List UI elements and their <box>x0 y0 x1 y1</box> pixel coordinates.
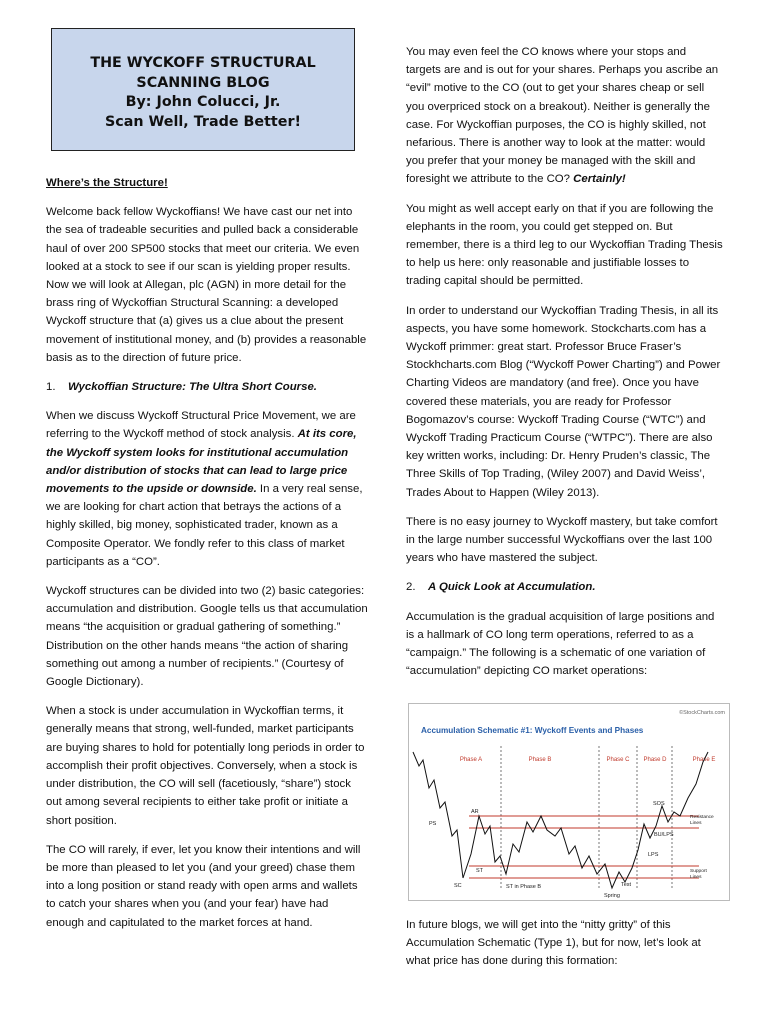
event-ps: PS <box>429 821 437 827</box>
resistance-label-line2: Lines <box>690 821 702 826</box>
section-2-number: 2. <box>406 581 416 594</box>
support-label-line1: Support <box>690 869 707 874</box>
accumulation-schematic-figure <box>408 703 730 901</box>
phase-label: Phase A <box>459 757 483 763</box>
paragraph-accumulation: Accumulation is the gradual acquisition of large positions and is a hallmark of CO long term operations, referred to as a “campaign.” The following is a schematic of one variation of “accumulation” depicting CO market operations: <box>406 610 715 678</box>
section-heading: Where’s the Structure! <box>46 177 168 189</box>
event-lps: LPS <box>648 852 659 858</box>
section-1-number: 1. <box>46 381 56 394</box>
section-2-heading <box>406 578 724 596</box>
paragraph-mastery: There is no easy journey to Wyckoff mastery, but take comfort in the large number successful Wyckoffians over the last 100 years who have mastered the subject. <box>406 515 718 565</box>
paragraph-future-blogs: In future blogs, we will get into the “nitty gritty” of this Accumulation Schematic (Type 1), but for now, let’s look at what price has done during this formation: <box>406 918 701 967</box>
blog-title-line2: SCANNING BLOG <box>136 74 270 91</box>
author-byline: By: John Colucci, Jr. <box>125 94 281 110</box>
event-sos: SOS <box>653 801 665 807</box>
tagline: Scan Well, Trade Better! <box>104 113 302 130</box>
paragraph-co-motive-text: You may even feel the CO knows where your stops and targets are and is out for your shares. Perhaps you ascribe an “evil” motive to the CO (out to get your shares cheap or sell you overpriced stock on a breakout). Neither is generally the case. For Wyckoffian purposes, the CO is highly skilled, not nefarious. There is another way to look at the matter: would you prefer that your money be managed with the skill and foresight we attribute to the CO? <box>406 46 719 186</box>
section-1-title: Wyckoffian Structure: The Ultra Short Course. <box>68 381 317 394</box>
paragraph-accumulation-terms: When a stock is under accumulation in Wyckoffian terms, it generally means that strong, well-funded, market participants are buying shares to hold for potentially long periods in order to accomplish their profit objectives. Conversely, when a stock is under distribution, the CO will sell (facetiously, “share”) stock out among several recipients to either take profit or initiate a short position. <box>46 705 365 827</box>
phase-label: Phase C <box>606 757 630 763</box>
phase-labels <box>460 757 716 763</box>
paragraph-intro: Welcome back fellow Wyckoffians! We have cast our net into the sea of tradeable securities and pulled back a considerable haul of over 200 SP500 stocks that meet our criteria. We even looked at a stock to see if our scan is yielding proper results. Now we will look at Allegan, plc (AGN) in more detail for the brass ring of Wyckoffian Structural Scanning: a developed Wyckoff structure that (a) gives us a clue about the present movement of institutional money, and (b) provides a reasonable basis as to the direction of future price. <box>46 206 367 364</box>
event-test: Test <box>621 882 632 888</box>
paragraph-structure <box>46 407 368 571</box>
event-bu-lps: BU/LPS <box>654 832 674 838</box>
event-spring: Spring <box>604 893 620 899</box>
section-1-heading <box>46 378 368 396</box>
schematic-svg <box>409 704 729 900</box>
blog-title-line1: THE WYCKOFF STRUCTURAL <box>90 55 316 71</box>
section-2-title: A Quick Look at Accumulation. <box>428 581 596 594</box>
paragraph-elephants: You might as well accept early on that if you are following the elephants in the room, you could get stepped on. But remember, there is a third leg to our Wyckoffian Trading Thesis to help us here: only reasonable and justifiable losses to trading capital should be permitted. <box>406 202 723 288</box>
resistance-label-line1: Resistance <box>690 815 714 820</box>
event-ar: AR <box>471 809 479 815</box>
title-box <box>51 28 355 151</box>
paragraph-co-motive-emphasis: Certainly! <box>573 173 626 186</box>
paragraph-categories: Wyckoff structures can be divided into two (2) basic categories: accumulation and distribution. Google tells us that accumulation means “the acquisition or gradual gathering of something.” Distribution on the other hands means “the action of sharing something out among a number of recipients.” (Courtesy of Google Dictionary). <box>46 585 368 689</box>
event-st-phase-b: ST in Phase B <box>506 884 542 890</box>
figure-title: Accumulation Schematic #1: Wyckoff Events and Phases <box>421 726 644 735</box>
event-sc: SC <box>454 883 462 889</box>
left-column <box>46 174 368 943</box>
event-st: ST <box>476 868 484 874</box>
paragraph-structure-part2: In a very real sense, we are looking for chart action that betrays the actions of a highly skilled, big money, sophisticated trader, known as a Composite Operator. We fondly refer to this class of market participants as a “CO”. <box>46 483 363 568</box>
paragraph-co-motive <box>406 43 724 189</box>
level-lines <box>469 816 699 878</box>
paragraph-co-intentions: The CO will rarely, if ever, let you know their intentions and will be more than pleased to let you (and your greed) chase them into a long position or stand ready with open arms and wallets to catch your shares when you (and your fear) have had enough and capitulated to the market forces at hand. <box>46 843 361 929</box>
support-label-line2: Lines <box>690 875 702 880</box>
phase-label: Phase B <box>528 757 552 763</box>
phase-label: Phase E <box>692 757 716 763</box>
figure-watermark: ©StockCharts.com <box>679 710 725 716</box>
price-path <box>413 752 708 888</box>
phase-dividers <box>501 746 672 890</box>
paragraph-structure-emphasis: At its core, the Wyckoff system looks for institutional accumulation and/or distribution of stocks that can lead to large price movements to the upside or downside. <box>46 428 357 496</box>
paragraph-structure-part1: When we discuss Wyckoff Structural Price Movement, we are referring to the Wyckoff method of stock analysis. <box>46 410 356 441</box>
paragraph-homework: In order to understand our Wyckoffian Trading Thesis, in all its aspects, you have some homework. Stockcharts.com has a Wyckoff primmer: great start. Professor Bruce Fraser’s Stockhcharts.com Blog (“Wyckoff Power Charting”) and Power Charting Videos are mandatory (and free). Once you have covered these materials, you are ready for Professor Bogomazov’s course: Wyckoff Trading Course (“WTC”) and Wyckoff Trading Practicum Course (“WTPC”). There are also key written works, including: Dr. Henry Pruden’s classic, The Three Skills of Top Trading, (Wiley 2007) and David Weiss’, Trades About to Happen (Wiley 2013). <box>406 304 721 499</box>
phase-label: Phase D <box>643 757 667 763</box>
